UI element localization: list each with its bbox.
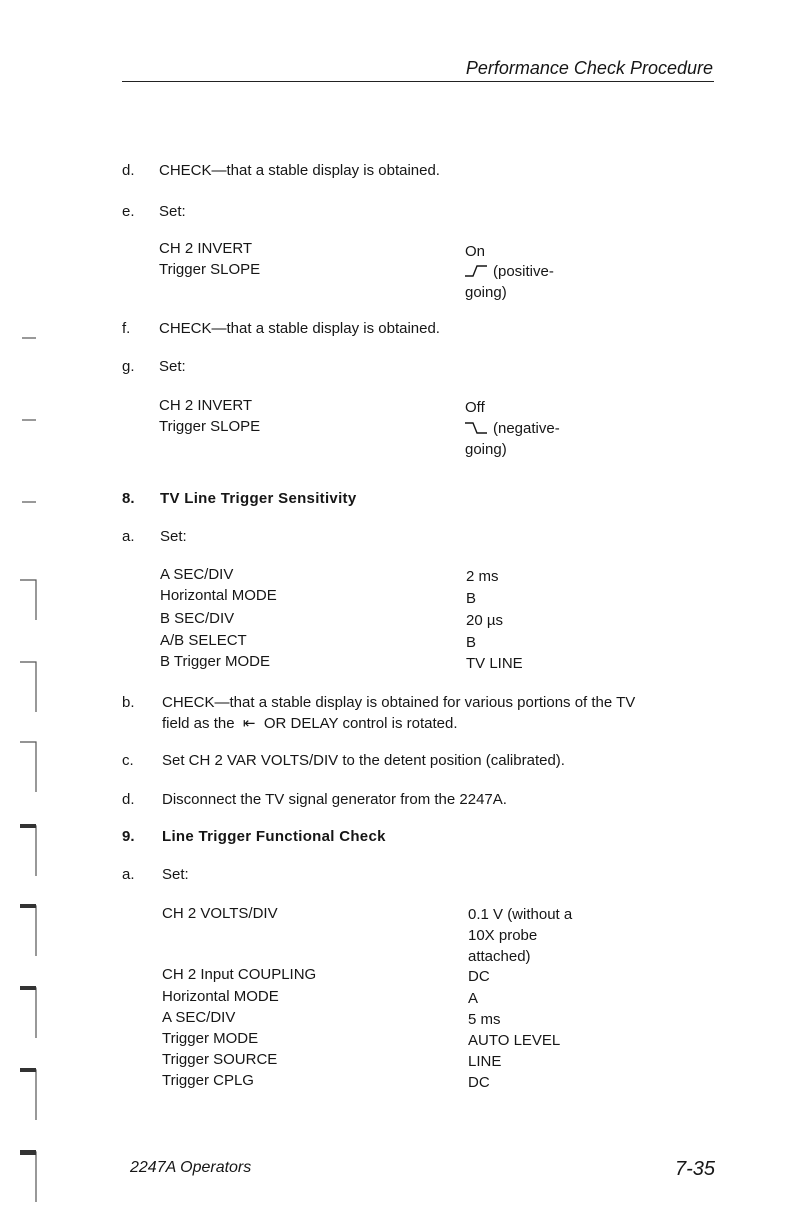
setting-label: A SEC/DIV	[160, 566, 234, 583]
setting-value: 0.1 V (without a	[468, 906, 573, 923]
setting-value: B	[466, 634, 477, 651]
section-title: TV Line Trigger Sensitivity	[160, 490, 357, 507]
step-text: field as the	[162, 715, 235, 732]
setting-value-continued: 10X probe	[468, 927, 538, 944]
section-number: 8.	[122, 490, 135, 507]
step-letter: e.	[122, 203, 135, 220]
step-text: Disconnect the TV signal generator from the 2247A.	[162, 791, 507, 808]
section-title: Line Trigger Functional Check	[162, 828, 386, 845]
setting-value: 20 µs	[466, 612, 503, 629]
step-text: Set:	[159, 203, 186, 220]
step-letter: c.	[122, 752, 134, 769]
setting-label: A SEC/DIV	[162, 1009, 236, 1026]
setting-value: Off	[465, 399, 485, 416]
setting-value: B	[466, 590, 477, 607]
setting-label: CH 2 INVERT	[159, 240, 253, 257]
step-letter: a.	[122, 866, 135, 883]
step-letter: b.	[122, 694, 135, 711]
setting-value: DC	[468, 968, 490, 985]
binder-edge-marks	[0, 0, 44, 1224]
setting-label: Horizontal MODE	[162, 988, 279, 1005]
setting-value: 2 ms	[466, 568, 499, 585]
step-text: Set CH 2 VAR VOLTS/DIV to the detent position (calibrated).	[162, 752, 565, 769]
footer-manual-title: 2247A Operators	[130, 1159, 252, 1176]
setting-value: (negative-	[493, 420, 560, 437]
setting-value: (positive-	[493, 263, 554, 280]
setting-value-continued: going)	[465, 441, 507, 458]
step-text: Set:	[159, 358, 186, 375]
step-text: Set:	[162, 866, 189, 883]
step-text: OR DELAY control is rotated.	[263, 715, 458, 732]
step-text: CHECK—that a stable display is obtained.	[159, 320, 440, 337]
setting-label: Trigger CPLG	[162, 1072, 254, 1089]
setting-value-line	[465, 263, 554, 280]
setting-value-continued: attached)	[468, 948, 531, 965]
section-number: 9.	[122, 828, 135, 845]
setting-value: On	[465, 243, 486, 260]
setting-label: Trigger SLOPE	[159, 418, 261, 435]
position-control-symbol: ⇤	[242, 715, 256, 732]
step-text: CHECK—that a stable display is obtained for various portions of the TV	[162, 694, 636, 711]
setting-value: AUTO LEVEL	[468, 1032, 561, 1049]
negative-slope-icon	[465, 422, 487, 434]
setting-value: A	[468, 990, 479, 1007]
setting-value-line	[465, 420, 560, 437]
positive-slope-icon	[465, 265, 487, 277]
step-letter: a.	[122, 528, 135, 545]
step-text: CHECK—that a stable display is obtained.	[159, 162, 440, 179]
page-number: 7-35	[674, 1158, 715, 1180]
setting-label: Trigger SOURCE	[162, 1051, 278, 1068]
setting-label: A/B SELECT	[160, 632, 247, 649]
setting-value: TV LINE	[466, 655, 523, 672]
step-letter: f.	[122, 320, 131, 337]
setting-label: B SEC/DIV	[160, 610, 235, 627]
step-text-line	[162, 714, 458, 732]
step-letter: d.	[122, 791, 135, 808]
page-header-title: Performance Check Procedure	[465, 58, 713, 78]
header-rule	[122, 81, 714, 82]
setting-label: Trigger MODE	[162, 1030, 259, 1047]
step-letter: d.	[122, 162, 135, 179]
step-letter: g.	[122, 358, 135, 375]
setting-label: CH 2 INVERT	[159, 397, 253, 414]
setting-value: 5 ms	[468, 1011, 501, 1028]
setting-label: CH 2 VOLTS/DIV	[162, 905, 278, 922]
setting-value: LINE	[468, 1053, 502, 1070]
setting-label: Trigger SLOPE	[159, 261, 261, 278]
setting-label: B Trigger MODE	[160, 653, 271, 670]
setting-label: CH 2 Input COUPLING	[162, 966, 317, 983]
setting-value: DC	[468, 1074, 490, 1091]
setting-label: Horizontal MODE	[160, 587, 277, 604]
setting-value-continued: going)	[465, 284, 507, 301]
step-text: Set:	[160, 528, 187, 545]
